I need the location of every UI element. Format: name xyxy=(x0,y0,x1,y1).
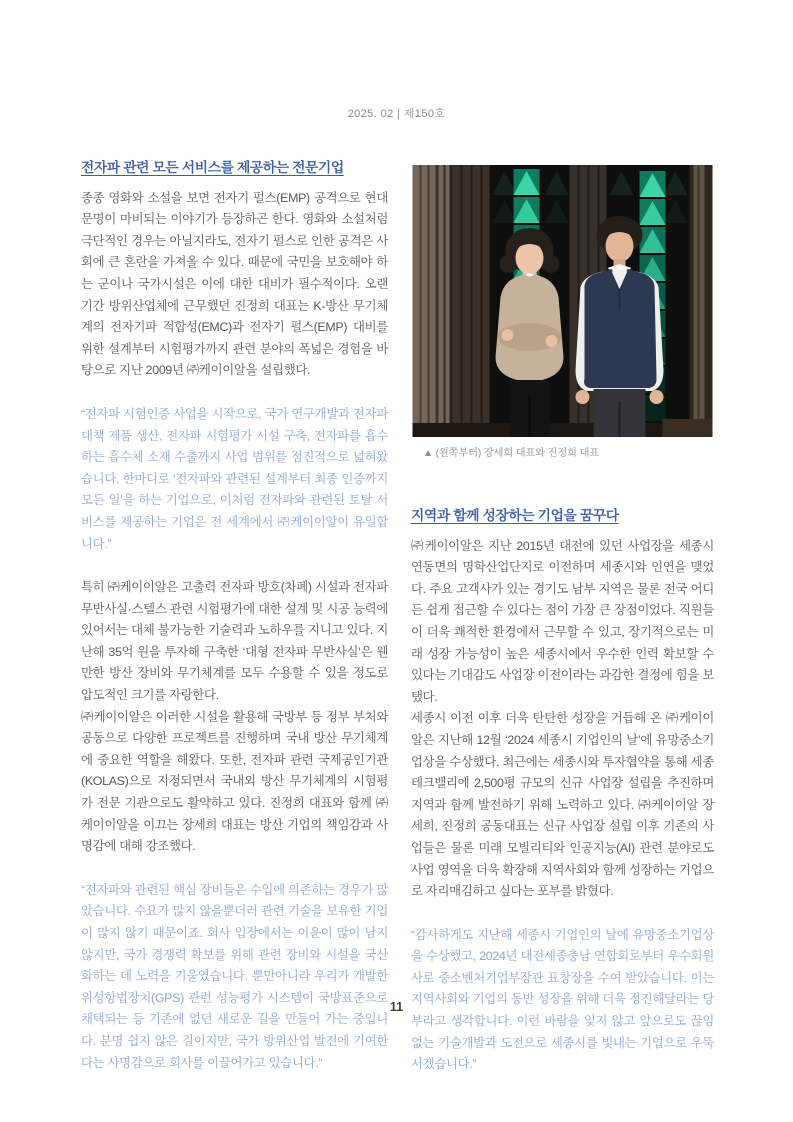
right-paragraph-2: 세종시 이전 이후 더욱 탄탄한 성장을 거듭해 온 ㈜케이이알은 지난해 12월 ‘2024 세종시 기업인의 날’에 유망중소기업상을 수상했다. 최근에는 세종시와 투자협약을 통해 세종테크밸리에 2,500평 규모의 신규 사업장 설립을 추진하며 지역과 함께 발전하기 위해 노력하고 있다. ㈜케이이알 장세희, 진정희 공동대표는 신규 사업장 설립 이후 기존의 사업들은 물론 미래 모빌리티와 인공지능(AI) 관련 분야로도 사업 영역을 더욱 확장해 지역사회와 함께 성장하는 기업으로 자리매김하고 싶다는 포부를 밝혔다. xyxy=(411,711,714,899)
section-heading-services: 전자파 관련 모든 서비스를 제공하는 전문기업 xyxy=(81,160,344,175)
left-paragraph-3: ㈜케이이알은 이러한 시설을 활용해 국방부 등 정부 부처와 공동으로 다양한 프로젝트를 진행하며 국내 방산 무기체계에 중요한 역할을 해왔다. 또한, 전자파 관련 국제공인기관(KOLAS)으로 지정되면서 국내외 방산 무기체계의 시험평가 전문 기관으로도 활약하고 있다. 진정희 대표와 함께 ㈜케이이알을 이끄는 장세희 대표는 방산 기업의 책임감과 사명감에 대해 강조했다. xyxy=(81,709,388,854)
right-paragraph-1: ㈜케이이알은 지난 2015년 대전에 있던 사업장을 세종시 연동면의 명학산업단지로 이전하며 세종시와 인연을 맺었다. 주요 고객사가 있는 경기도 남부 지역은 물론 전국 어디든 쉽게 접근할 수 있다는 점이 가장 큰 장점이었다. 직원들이 더욱 쾌적한 환경에서 근무할 수 있고, 장기적으로는 미래 성장 가능성이 높은 세종시에서 우수한 인력 확보할 수 있다는 기대감도 사업장 이전이라는 과감한 결정에 힘을 보탰다. xyxy=(411,538,714,704)
right-quote-1: “감사하게도 지난해 세종시 기업인의 날에 유망중소기업상을 수상했고, 2024년 대전세종충남 연합회로부터 우수회원사로 중소벤처기업부장관 표창장을 수여 받았습니다. 이는 지역사회와 기업의 동반 성장을 위해 더욱 정진해달라는 당부라고 생각합니다. 이런 바람을 잊지 않고 앞으로도 끊임없는 기술개발과 도전으로 세종시를 빛내는 기업으로 우뚝 서겠습니다.” xyxy=(411,927,714,1072)
photo-background xyxy=(413,165,713,437)
left-paragraph-2: 특히 ㈜케이이알은 고출력 전자파 방호(차폐) 시설과 전자파 무반사실·스텔스 관련 시험평가에 대한 설계 및 시공 능력에 있어서는 대체 불가능한 기술력과 노하우를 지니고 있다. 지난해 35억 원을 투자해 구축한 ‘대형 전자파 무반사실’은 웬만한 방산 장비와 무기체계를 모두 수용할 수 있을 정도로 압도적인 크기를 자랑한다. xyxy=(81,580,388,703)
left-quote-1: “전자파 시험인증 사업을 시작으로, 국가 연구개발과 전자파 대책 제품 생산, 전자파 시험평가 시설 구축, 전자파를 흡수하는 흡수체 소재 수출까지 사업 범위를 점진적으로 넓혀왔습니다. 한마디로 ‘전자파와 관련된 설계부터 최종 인증까지 모든 일’을 하는 기업으로, 이처럼 전자파와 관련된 토탈 서비스를 제공하는 기업은 전 세계에서 ㈜케이이알이 유일합니다.” xyxy=(81,406,388,551)
left-column xyxy=(81,157,388,1074)
section-heading-region: 지역과 함께 성장하는 기업을 꿈꾸다 xyxy=(411,508,619,523)
left-paragraph-1: 종종 영화와 소설을 보면 전자기 펄스(EMP) 공격으로 현대 문명이 마비되는 이야기가 등장하곤 한다. 영화와 소설처럼 극단적인 경우는 아닐지라도, 전자기 펄스로 인한 공격은 사회에 큰 혼란을 가져올 수 있다. 때문에 국민을 보호해야 하는 군이나 국가시설은 이에 대한 대비가 필수적이다. 오랜 기간 방위산업체에 근무했던 진정희 대표는 K-방산 무기체계의 전자기파 적합성(EMC)과 전자기 펄스(EMP) 대비를 위한 설계부터 시험평가까지 관련 분야의 폭넓은 경험을 바탕으로 지난 2009년 ㈜케이이알을 설립했다. xyxy=(81,190,388,378)
right-column xyxy=(411,165,714,1076)
executives-photo xyxy=(411,165,714,437)
left-quote-2: “전자파와 관련된 핵심 장비들은 수입에 의존하는 경우가 많았습니다. 수요가 많지 않을뿐더러 관련 기술을 보유한 기업이 많지 않기 때문이죠. 회사 입장에서는 이윤이 많이 남지 않지만, 국가 경쟁력 확보를 위해 관련 장비와 시설을 국산화하는 데 노력을 기울였습니다. 뿐만아니라 우리가 개발한 위성항법장치(GPS) 관련 성능평가 시스템이 국방표준으로 채택되는 등 기존에 없던 새로운 길을 만들어 가는 중입니다. 분명 쉽지 않은 길이지만, 국가 방위산업 발전에 기여한다는 사명감으로 회사를 이끌어가고 있습니다.” xyxy=(81,882,388,1070)
photo-caption: ▲ (왼쪽부터) 장세희 대표와 진정희 대표 xyxy=(423,448,599,459)
issue-header: 2025. 02 | 제150호 xyxy=(347,108,446,120)
page-number: 11 xyxy=(389,1000,404,1014)
